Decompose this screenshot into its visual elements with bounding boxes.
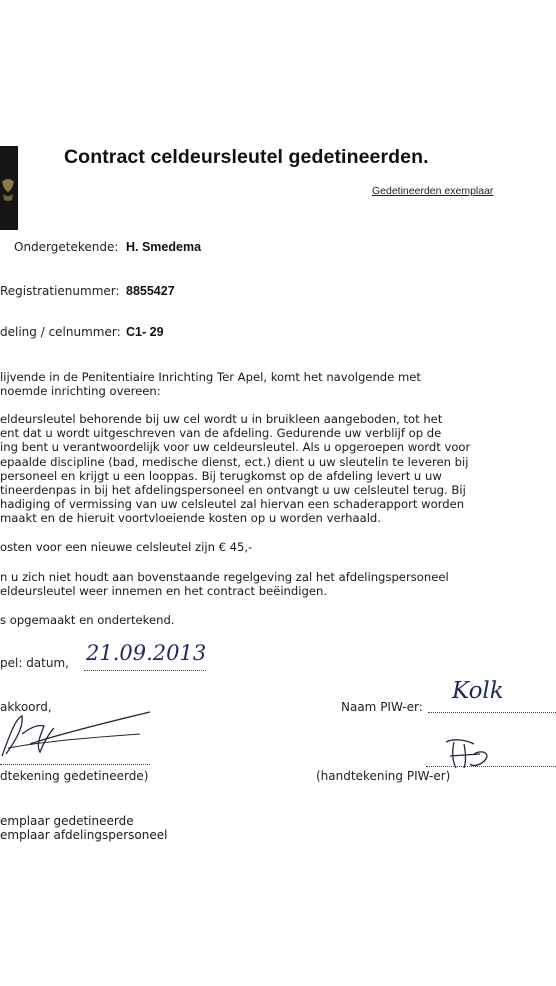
rules-line: hadiging of vermissing van uw celsleutel zal hiervan een schaderapport worden xyxy=(0,497,465,512)
place-date-label: pel: datum, xyxy=(0,656,69,670)
termination-paragraph xyxy=(0,570,449,598)
registratienummer-value: 8855427 xyxy=(126,284,175,298)
rules-line: maakt en de hieruit voortvloeiende kosten op u worden verhaald. xyxy=(0,511,381,526)
rules-line: personeel en krijgt u een looppas. Bij terugkomst op de afdeling levert u uw xyxy=(0,468,442,483)
copy-item: emplaar gedetineerde xyxy=(0,814,134,828)
piw-signature-label: (handtekening PIW-er) xyxy=(316,769,451,783)
ondergetekende-label: Ondergetekende: xyxy=(14,240,119,254)
rules-line: ent dat u wordt uitgeschreven van de afdeling. Gedurende uw verblijf op de xyxy=(0,426,442,441)
signed-statement: s opgemaakt en ondertekend. xyxy=(0,613,175,627)
intro-paragraph xyxy=(0,370,421,398)
handwritten-date: 21.09.2013 xyxy=(86,641,207,665)
detainee-signature-line xyxy=(0,764,150,765)
rules-line: ing bent u verantwoordelijk voor uw celdeursleutel. Als u opgeroepen wordt voor xyxy=(0,440,471,455)
afdeling-label: deling / celnummer: xyxy=(0,325,121,339)
government-logo xyxy=(0,146,18,230)
piw-name-handwritten: Kolk xyxy=(452,678,504,704)
detainee-signature xyxy=(0,704,160,766)
detainee-signature-label: dtekening gedetineerde) xyxy=(0,769,149,783)
akkoord-label: akkoord, xyxy=(0,700,52,714)
rules-line: eldeursleutel behorende bij uw cel wordt u in bruikleen aangeboden, tot het xyxy=(0,412,443,426)
rules-line: tineerdenpas in bij het afdelingspersoneel en ontvangt u uw celsleutel terug. Bij xyxy=(0,483,466,498)
date-dotted-line xyxy=(84,670,206,671)
rules-paragraph xyxy=(0,412,470,526)
rules-line: epaalde discipline (bad, medische dienst, ect.) dient u uw sleutelin te leveren bij xyxy=(0,454,469,469)
copy-label: Gedetineerden exemplaar xyxy=(372,185,494,197)
copy-item: emplaar afdelingspersoneel xyxy=(0,828,168,843)
intro-line: noemde inrichting overeen: xyxy=(0,384,161,399)
intro-line: lijvende in de Penitentiaire Inrichting Ter Apel, komt het navolgende met xyxy=(0,370,421,384)
termination-line: eldeursleutel weer innemen en het contract beëindigen. xyxy=(0,584,328,599)
copies-list xyxy=(0,814,167,842)
piw-name-dotted-line xyxy=(428,712,556,713)
page-title: Contract celdeursleutel gedetineerden. xyxy=(64,146,429,168)
costs-line: osten voor een nieuwe celsleutel zijn € 45,- xyxy=(0,540,253,554)
termination-line: n u zich niet houdt aan bovenstaande regelgeving zal het afdelingspersoneel xyxy=(0,570,449,584)
afdeling-value: C1- 29 xyxy=(126,325,164,339)
ondergetekende-value: H. Smedema xyxy=(126,240,202,254)
piw-name-label: Naam PIW-er: xyxy=(341,700,423,714)
piw-signature-line xyxy=(426,766,556,767)
registratienummer-label: Registratienummer: xyxy=(0,284,120,298)
